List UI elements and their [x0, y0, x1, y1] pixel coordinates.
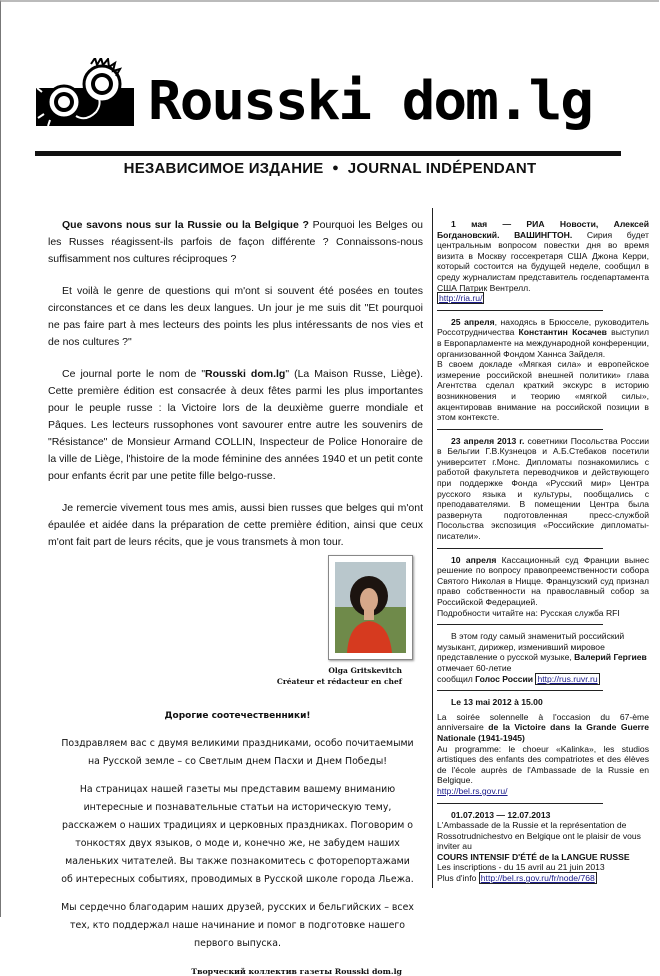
embassy-link[interactable]: http://bel.rs.gov.ru/ — [437, 785, 508, 796]
editorial-text: Ce journal porte le nom de " — [62, 368, 206, 380]
ria-link[interactable]: http://ria.ru/ — [439, 293, 483, 304]
column-divider — [432, 208, 433, 888]
bullet: ● — [332, 162, 340, 174]
news-date: 10 апреля — [451, 554, 497, 565]
russian-paragraph-2: На страницах нашей газеты мы представим вашему вниманию интересные и познавательные статьи на историческую тему, расскажем о наших традициях и церковных праздниках. Поговорим о тонкостях двух языков, о моде и, конечно же, не забудем наших маленьких читателей. Вы также познакомитесь с фоторепортажами об интересных событиях, проводимых в Русской школе города Льежа. — [61, 784, 414, 885]
editorial-paragraph-3 — [48, 366, 423, 485]
editorial-paragraph-4: Je remercie vivement tous mes amis, aussi bien russes que belges qui m'ont épaulée et aidée dans la préparation de cette première édition, ainsi que ceux m'ont fait part de leurs récits, que je vous transmets à mon tour. — [48, 502, 423, 548]
news-date: 25 апреля — [451, 316, 495, 327]
author-photo — [328, 555, 413, 660]
author-role: Créateur et rédacteur en chef — [276, 677, 402, 686]
news-separator — [437, 429, 603, 430]
news-text: L'Ambassade de la Russie et la représentation de Rossotrudnichestvo en Belgique ont le plaisir de vous inviter au — [437, 820, 641, 852]
russian-paragraph-3: Мы сердечно благодарим наших друзей, русских и бельгийских – всех тех, кто поддержал наше начинание и помог в подготовке нашего первого выпуска. — [61, 902, 414, 949]
signature: Творческий коллектив газеты Rousski dom.lg — [191, 967, 402, 976]
news-text: Les inscriptions - du 15 avril au 21 juin 2013 — [437, 862, 605, 873]
news-item-1 — [437, 219, 649, 304]
news-source: Подробности читайте на: Русская служба RFI — [437, 607, 620, 618]
logo-dragons-emblem — [36, 58, 134, 126]
news-item-7 — [437, 810, 649, 884]
author-name: Olga Gritskevitch — [328, 666, 402, 675]
news-separator — [437, 690, 603, 691]
news-date: 23 апреля 2013 г. — [451, 435, 525, 446]
news-text: советники Посольства России в Бельгии Г.В.Кузнецов и А.Б.Стебаков посетили университет г.Монс. Дипломаты познакомились с работой факультета переводчиков и действующего при поддержке Фонда «Русский мир» Центра русского языка и культуры, пообщались с преподавателями. В помещении Центра была развернута подготовленная пресс-службой Посольства экспозиция «Российские дипломаты-писатели». — [437, 435, 649, 542]
editorial-text: " (La Maison Russe, Liège). Cette première édition est consacrée à deux fêtes parmi les plus importantes pour le peuple russe : la Victoire lors de la deuxième guerre mondiale et Pâques. Les lecteurs russophones vont savourer entre autre les souvenirs de "Résistance" de Monsieur Armand COLLIN, Inspecteur de Police Honoraire de la ville de Liège, l'histoire de la mode féminine des années 1940 et un petit conte pour enfants écrit par une petite fille belgo-russe. — [48, 368, 424, 482]
news-text: Plus d'info — [437, 873, 479, 884]
masthead-title: Rousski dom.lg — [148, 70, 593, 133]
editorial-paragraph-2: Et voilà le genre de questions qui m'ont si souvent été posées en toutes circonstances et ce dans les deux langues. Un jour je me suis dit "Et pourquoi ne pas faire part à mes lecteurs des points les plus intéressants de nos vies et de nos cultures ?" — [48, 285, 423, 348]
subtitle-fr: JOURNAL INDÉPENDANT — [347, 160, 537, 177]
news-item-5 — [437, 631, 649, 684]
news-text: Au programme: le choeur «Kalinka», les studios artistiques des enfants des compatriotes et des élèves de l'école auprès de l'Ambassade de la Russie en Belgique. — [437, 743, 649, 786]
editorial-column — [48, 217, 423, 551]
russian-paragraph-1: Поздравляем вас с двумя великими праздниками, особо почитаемыми на Русской земле – со Светлым днем Пасхи и Днем Победы! — [61, 738, 414, 767]
course-link[interactable]: http://bel.rs.gov.ru/fr/node/768 — [480, 873, 595, 884]
news-text: отмечает 60-летие — [437, 662, 512, 673]
news-item-4 — [437, 555, 649, 619]
news-person: Валерий Гергиев — [574, 652, 647, 663]
news-date: 01.07.2013 — 12.07.2013 — [451, 809, 551, 820]
masthead-rule — [35, 151, 621, 156]
news-item-2 — [437, 317, 649, 423]
news-text: Кассационный суд Франции вынес решение по вопросу правопреемственности собора Святого Николая в Ницце. Французский суд признал право собственности на православный собор за Российской Федерацией. — [437, 554, 649, 607]
news-text: La soirée solennelle à l'occasion du 67-ème anniversaire — [437, 711, 649, 733]
news-text: Сирия будет центральным вопросом повестки дня во время визита в Москву госсекретаря США Джона Керри, который состоится на будущей неделе, сообщил в среду журналистам представитель госдепартамента США Патрик Вентрелл. — [437, 229, 649, 293]
ruvr-link[interactable]: http://rus.ruvr.ru — [537, 673, 598, 684]
news-separator — [437, 310, 603, 311]
subtitle-ru: НЕЗАВИСИМОЕ ИЗДАНИЕ — [123, 160, 324, 177]
news-separator — [437, 548, 603, 549]
news-text: выступил в Европарламенте на международной конференции, организованной Фондом Ханнса Зайделя. — [437, 327, 649, 359]
greeting: Дорогие соотечественники! — [164, 711, 311, 721]
news-column — [437, 219, 649, 884]
editorial-text: Pourquoi les Belges ou les Russes réagissent-ils parfois de façon différente ? Connaissons-nous suffisamment nos cultures réciproques ? — [48, 219, 424, 265]
news-date: Le 13 mai 2012 à 15.00 — [451, 697, 543, 708]
news-source: Голос России — [475, 673, 534, 684]
editorial-paragraph-1 — [48, 217, 423, 268]
news-separator — [437, 803, 603, 804]
left-column — [48, 217, 423, 976]
journal-name: Rousski dom.lg — [205, 368, 286, 380]
author-caption — [48, 665, 402, 687]
masthead-subtitle — [0, 160, 660, 177]
news-years: (1941-1945) — [475, 732, 525, 743]
russian-address — [60, 707, 415, 953]
news-headline: 1 мая — РИА Новости, Алексей Богдановский. ВАШИНГТОН. — [437, 219, 649, 240]
news-text: В своем докладе «Мягкая сила» и европейское измерение российской внешней политики» глава Агентства сделал краткий экскурс в историю возникновения и теорию «мягкой силы», акцентировав внимание на российской позиции в этом контексте. — [437, 359, 649, 423]
news-item-6 — [437, 697, 649, 796]
author-photo-wrap — [328, 555, 413, 660]
news-person: Константин Косачев — [518, 327, 607, 338]
editorial-lead: Que savons nous sur la Russie ou la Belgique ? — [62, 219, 309, 231]
news-event: de la Victoire dans la Grande Guerre Nationale — [437, 722, 649, 743]
course-title: COURS INTENSIF D'ÉTÉ de la LANGUE RUSSE — [437, 851, 630, 862]
news-item-3 — [437, 436, 649, 542]
news-text: сообщил — [437, 673, 476, 684]
news-separator — [437, 624, 603, 625]
news-text: , находясь в Брюсселе, руководитель Россотрудничества — [437, 316, 649, 338]
news-text: В этом году самый знаменитый российский музыкант, дирижер, изменивший мировое представление о русской музыке, — [437, 631, 625, 663]
